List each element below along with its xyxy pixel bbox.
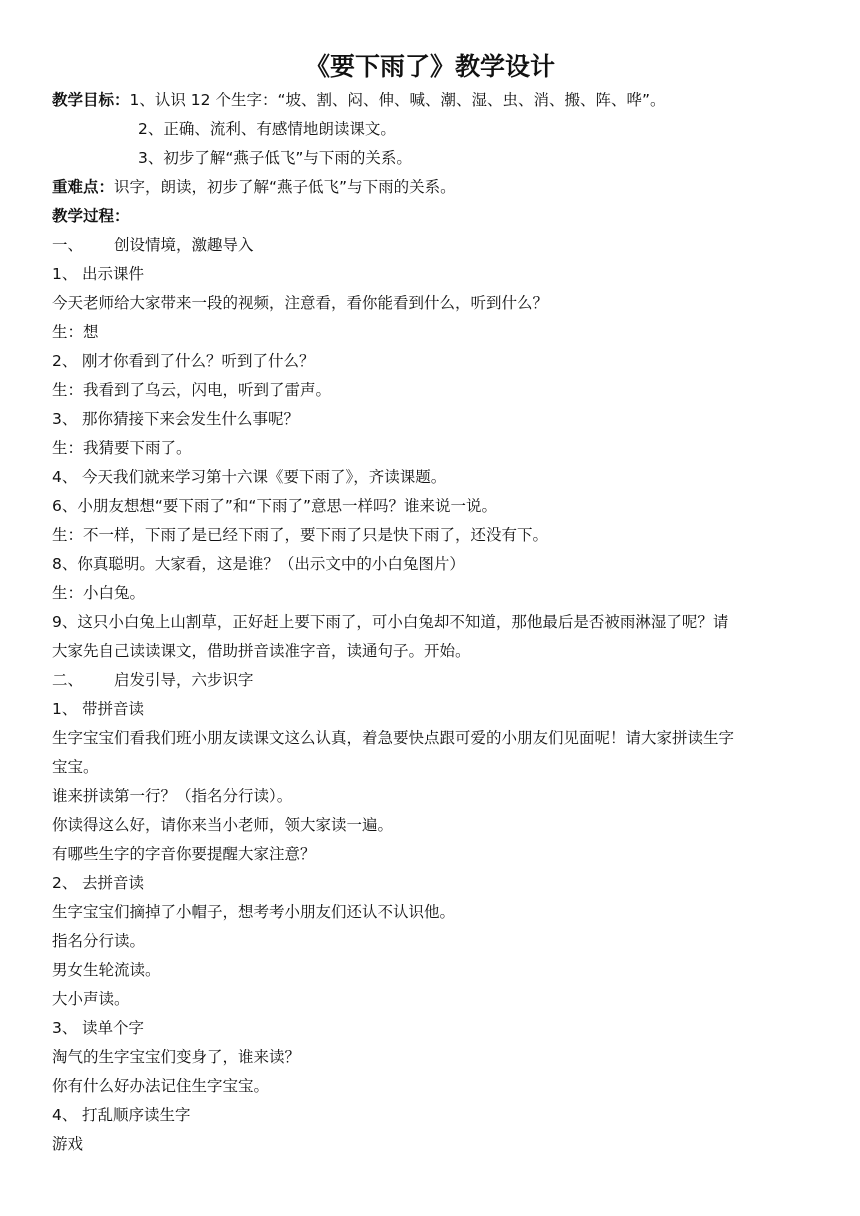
section-1-line: 今天老师给大家带来一段的视频，注意看，看你能看到什么，听到什么？ [52,294,549,312]
section-1-line: 生：不一样，下雨了是已经下雨了，要下雨了只是快下雨了，还没有下。 [52,526,549,544]
item-number: 1、 [52,265,78,283]
section-1-line: 生：小白兔。 [52,584,146,602]
item-text: 去拼音读 [82,874,145,892]
section-2-line: 你读得这么好，请你来当小老师，领大家读一遍。 [52,816,394,834]
item-text: 读单个字 [82,1019,145,1037]
section-2-item-3 [52,1014,822,1043]
section-2-line: 男女生轮流读。 [52,961,161,979]
item-text: 今天我们就来学习第十六课《要下雨了》，齐读课题。 [82,468,447,486]
process-label: 教学过程： [52,207,130,225]
section-2-item-4 [52,1101,822,1130]
goal-item-1: 1、认识 12 个生字：“坡、割、闷、伸、喊、潮、湿、虫、消、搬、阵、哗”。 [129,91,666,109]
key-points-line [52,173,822,202]
section-2-heading [52,666,822,695]
goals-line-1 [52,86,822,115]
document-title: 《要下雨了》教学设计 [304,52,555,81]
item-number: 4、 [52,468,78,486]
section-2-line: 指名分行读。 [52,932,146,950]
section-1-title: 创设情境，激趣导入 [114,236,254,254]
item-text: 刚才你看到了什么？听到了什么？ [82,352,315,370]
item-number: 2、 [52,352,78,370]
section-2-line: 游戏 [52,1135,84,1153]
item-number: 2、 [52,874,78,892]
item-text: 打乱顺序读生字 [82,1106,191,1124]
key-points-label: 重难点： [52,178,115,196]
section-2-line: 生字宝宝们看我们班小朋友读课文这么认真，着急要快点跟可爱的小朋友们见面呢！请大家拼读生字 [52,729,735,747]
section-1-line: 8、你真聪明。大家看，这是谁？（出示文中的小白兔图片） [52,555,465,573]
section-2-line: 你有什么好办法记住生字宝宝。 [52,1077,270,1095]
section-1-number: 一、 [52,236,84,254]
document-body [52,86,822,1159]
section-2-line: 生字宝宝们摘掉了小帽子，想考考小朋友们还认不认识他。 [52,903,456,921]
section-1-line: 生：想 [52,323,99,341]
section-2-item-1 [52,695,822,724]
section-2-title: 启发引导，六步识字 [114,671,254,689]
section-2-line: 谁来拼读第一行？（指名分行读）。 [52,787,293,805]
item-number: 3、 [52,1019,78,1037]
item-number: 1、 [52,700,78,718]
section-1-item-1 [52,260,822,289]
goal-item-2: 2、正确、流利、有感情地朗读课文。 [138,120,396,138]
section-1-heading [52,231,822,260]
goals-label: 教学目标： [52,91,130,109]
section-1-item-2 [52,347,822,376]
section-2-line: 大小声读。 [52,990,130,1008]
section-1-item-4 [52,463,822,492]
item-text: 出示课件 [82,265,145,283]
section-2-number: 二、 [52,671,84,689]
section-1-line: 生：我看到了乌云，闪电，听到了雷声。 [52,381,332,399]
section-1-line: 大家先自己读读课文，借助拼音读准字音，读通句子。开始。 [52,642,471,660]
goal-item-3: 3、初步了解“燕子低飞”与下雨的关系。 [138,149,412,167]
section-2-line: 宝宝。 [52,758,99,776]
section-1-line: 6、小朋友想想“要下雨了”和“下雨了”意思一样吗？谁来说一说。 [52,497,497,515]
item-number: 3、 [52,410,78,428]
section-2-line: 有哪些生字的字音你要提醒大家注意？ [52,845,316,863]
item-number: 4、 [52,1106,78,1124]
section-2-item-2 [52,869,822,898]
section-2-line: 淘气的生字宝宝们变身了，谁来读？ [52,1048,301,1066]
item-text: 那你猜接下来会发生什么事呢？ [82,410,300,428]
item-text: 带拼音读 [82,700,145,718]
key-points-text: 识字，朗读，初步了解“燕子低飞”与下雨的关系。 [114,178,456,196]
section-1-line: 9、这只小白兔上山割草，正好赶上要下雨了，可小白兔却不知道，那他最后是否被雨淋湿了呢？请 [52,613,729,631]
section-1-item-3 [52,405,822,434]
section-1-line: 生：我猜要下雨了。 [52,439,192,457]
